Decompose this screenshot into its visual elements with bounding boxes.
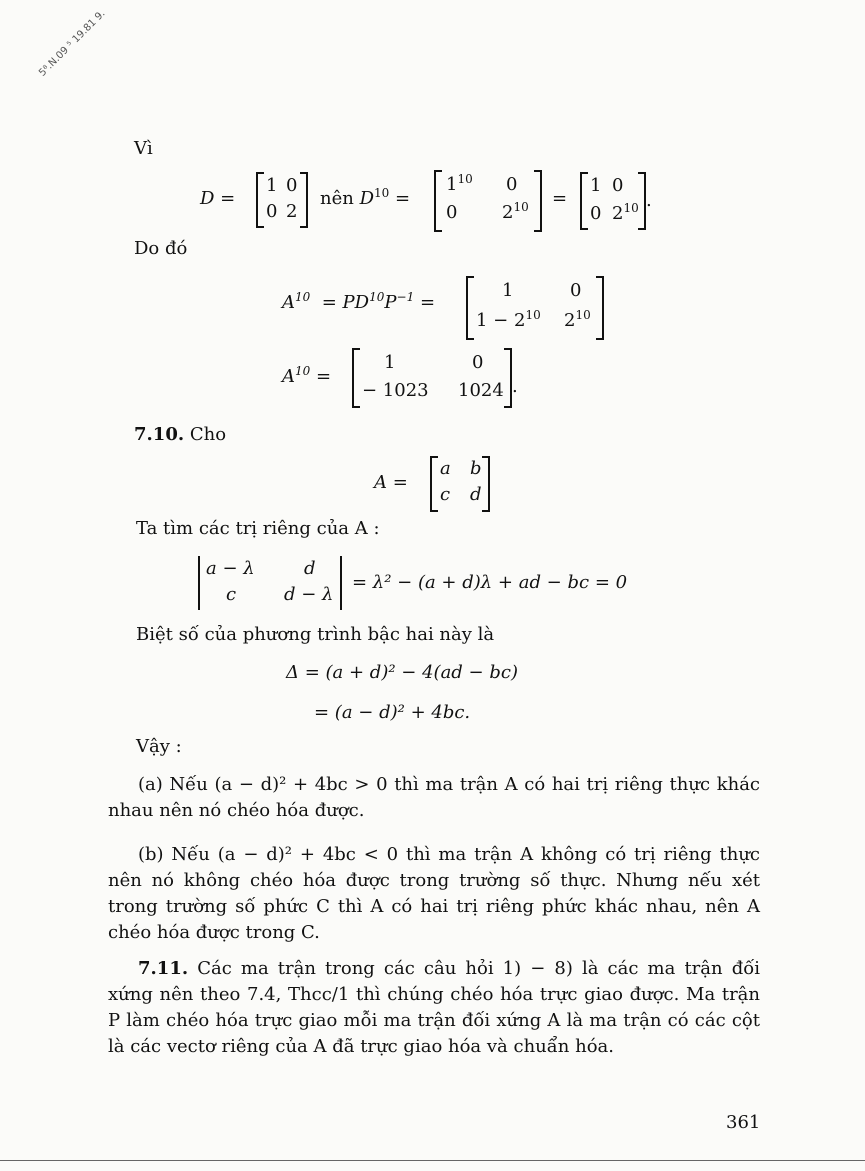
- period: .: [646, 190, 652, 211]
- text-do-do: Do đó: [134, 238, 188, 259]
- text-vi: Vì: [134, 138, 153, 159]
- case-a-paragraph: (a) Nếu (a − d)² + 4bc > 0 thì ma trận A có hai trị riêng thực khác nhau nên nó chéo hóa được.: [108, 774, 760, 821]
- text-discriminant: Biệt số của phương trình bậc hai này là: [136, 624, 495, 645]
- library-stamp: 5⁸.N.09 ⁵ 19.81 9.: [37, 8, 108, 79]
- char-poly: = λ² − (a + d)λ + ad − bc = 0: [352, 572, 628, 593]
- A10-matrix-1: 1 0 $1 - 2^{10}$ $2^{10}$: [466, 276, 604, 340]
- bottom-edge: [0, 1160, 865, 1161]
- section-7-10: 7.10. Cho: [134, 424, 227, 445]
- A-label: A =: [374, 472, 408, 493]
- case-b-paragraph: (b) Nếu (a − d)² + 4bc < 0 thì ma trận A không có trị riêng thực nên nó không chéo hóa được trong trường số thực. Nhưng nếu xét trong trường số phức C thì A có hai trị riêng phức khác nhau, nên A chéo hóa được trong C.: [108, 844, 760, 943]
- D10-power-matrix: $1^{10}$ 0 0 $2^{10}$: [434, 170, 542, 232]
- D10-result-matrix: 1 0 0 $2^{10}$: [580, 172, 646, 230]
- A10-lhs-2: $A^{10}$ =: [282, 364, 332, 387]
- A-matrix: a b c d: [430, 456, 490, 512]
- equals: =: [552, 188, 568, 209]
- text-find-eigen: Ta tìm các trị riêng của A :: [136, 518, 380, 539]
- A10-matrix-2: 1 0 − 1023 1024: [352, 348, 512, 408]
- text-vay: Vậy :: [136, 736, 182, 757]
- determinant: a − λ d c d − λ: [198, 556, 342, 610]
- text-nen: nên $D^{10}$ =: [320, 186, 411, 209]
- delta-line-2: = (a − d)² + 4bc.: [314, 702, 471, 723]
- D-label: D =: [200, 188, 236, 209]
- page-number: 361: [726, 1112, 761, 1133]
- D-matrix: 1 0 0 2: [256, 172, 308, 228]
- period: .: [512, 376, 518, 397]
- section-7-11: 7.11. Các ma trận trong các câu hỏi 1) − 8) là các ma trận đối xứng nên theo 7.4, Thcc/1 thì chúng chéo hóa trực giao được. Ma trận P làm chéo hóa trực giao mỗi ma trận đối xứng A là ma trận có các cột là các vectơ riêng của A đã trực giao hóa và chuẩn hóa.: [108, 958, 760, 1057]
- A10-lhs: $A^{10} = PD^{10}P^{-1}$ =: [282, 290, 436, 313]
- delta-line-1: Δ = (a + d)² − 4(ad − bc): [286, 662, 518, 683]
